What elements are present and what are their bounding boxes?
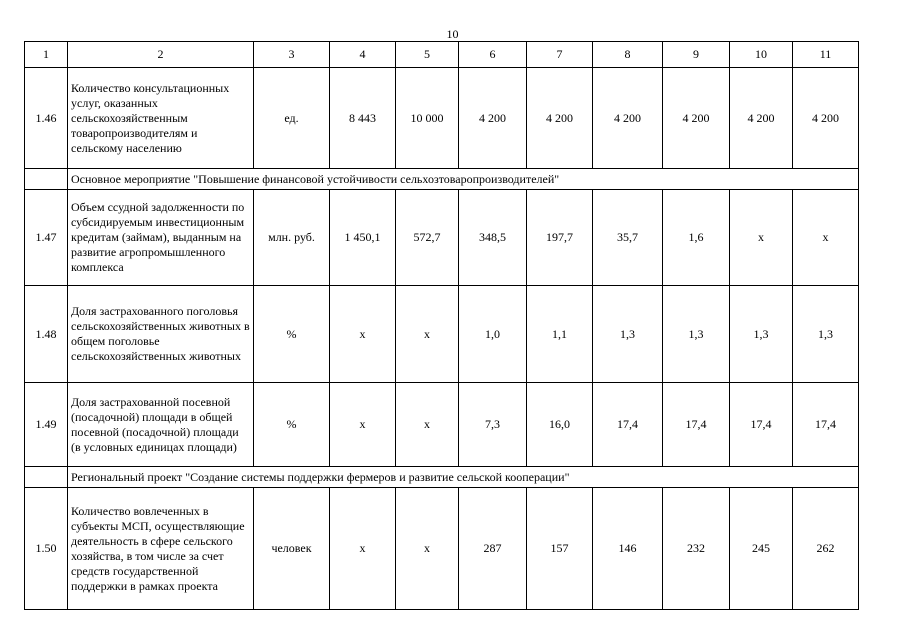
value-cell: х: [793, 190, 859, 286]
header-cell: 8: [593, 42, 663, 68]
value-cell: 1,3: [663, 286, 730, 383]
value-cell: 17,4: [663, 383, 730, 467]
row-description: Количество консультационных услуг, оказанных сельскохозяйственным товаропроизводителям и сельскому населению: [68, 68, 254, 169]
value-cell: х: [730, 190, 793, 286]
value-cell: 10 000: [396, 68, 459, 169]
value-cell: 1,3: [593, 286, 663, 383]
value-cell: 1,3: [793, 286, 859, 383]
value-cell: 1,3: [730, 286, 793, 383]
section-row: [25, 467, 859, 488]
value-cell: 146: [593, 488, 663, 610]
value-cell: х: [396, 383, 459, 467]
section-row: [25, 169, 859, 190]
indicators-table: [24, 41, 859, 610]
value-cell: х: [396, 286, 459, 383]
section-number-cell: [25, 169, 68, 190]
row-unit: человек: [254, 488, 330, 610]
header-cell: 9: [663, 42, 730, 68]
value-cell: 17,4: [593, 383, 663, 467]
value-cell: х: [330, 383, 396, 467]
value-cell: 287: [459, 488, 527, 610]
value-cell: 245: [730, 488, 793, 610]
value-cell: 1,6: [663, 190, 730, 286]
row-unit: млн. руб.: [254, 190, 330, 286]
value-cell: 197,7: [527, 190, 593, 286]
value-cell: 17,4: [793, 383, 859, 467]
row-description: Доля застрахованного поголовья сельскохозяйственных животных в общем поголовье сельскохозяйственных животных: [68, 286, 254, 383]
value-cell: 1,0: [459, 286, 527, 383]
row-number: 1.50: [25, 488, 68, 610]
row-description: Объем ссудной задолженности по субсидируемым инвестиционным кредитам (займам), выданным на развитие агропромышленного комплекса: [68, 190, 254, 286]
header-cell: 11: [793, 42, 859, 68]
value-cell: 8 443: [330, 68, 396, 169]
section-number-cell: [25, 467, 68, 488]
value-cell: х: [396, 488, 459, 610]
value-cell: х: [330, 286, 396, 383]
row-number: 1.47: [25, 190, 68, 286]
row-number: 1.48: [25, 286, 68, 383]
row-number: 1.46: [25, 68, 68, 169]
header-cell: 2: [68, 42, 254, 68]
value-cell: 348,5: [459, 190, 527, 286]
section-title: Региональный проект "Создание системы поддержки фермеров и развитие сельской кооперации": [68, 467, 859, 488]
row-unit: %: [254, 286, 330, 383]
header-cell: 5: [396, 42, 459, 68]
value-cell: 4 200: [527, 68, 593, 169]
value-cell: 157: [527, 488, 593, 610]
table-row: [25, 383, 859, 467]
value-cell: 35,7: [593, 190, 663, 286]
header-cell: 4: [330, 42, 396, 68]
value-cell: 4 200: [663, 68, 730, 169]
value-cell: 4 200: [793, 68, 859, 169]
header-cell: 3: [254, 42, 330, 68]
page-number: 10: [446, 27, 459, 41]
header-cell: 10: [730, 42, 793, 68]
header-cell: 6: [459, 42, 527, 68]
value-cell: 16,0: [527, 383, 593, 467]
value-cell: 1 450,1: [330, 190, 396, 286]
row-description: Доля застрахованной посевной (посадочной) площади в общей посевной (посадочной) площади (в условных единицах площади): [68, 383, 254, 467]
row-description: Количество вовлеченных в субъекты МСП, осуществляющие деятельность в сфере сельского хозяйства, в том числе за счет средств государственной поддержки в рамках проекта: [68, 488, 254, 610]
value-cell: 4 200: [459, 68, 527, 169]
row-unit: ед.: [254, 68, 330, 169]
value-cell: 1,1: [527, 286, 593, 383]
value-cell: х: [330, 488, 396, 610]
value-cell: 4 200: [593, 68, 663, 169]
row-unit: %: [254, 383, 330, 467]
value-cell: 572,7: [396, 190, 459, 286]
table-row: [25, 190, 859, 286]
header-row: [25, 42, 859, 68]
row-number: 1.49: [25, 383, 68, 467]
header-cell: 7: [527, 42, 593, 68]
table-row: [25, 488, 859, 610]
value-cell: 17,4: [730, 383, 793, 467]
table-row: [25, 286, 859, 383]
table-row: [25, 68, 859, 169]
header-cell: 1: [25, 42, 68, 68]
value-cell: 7,3: [459, 383, 527, 467]
value-cell: 232: [663, 488, 730, 610]
section-title: Основное мероприятие "Повышение финансовой устойчивости сельхозтоваропроизводителей": [68, 169, 859, 190]
value-cell: 262: [793, 488, 859, 610]
value-cell: 4 200: [730, 68, 793, 169]
